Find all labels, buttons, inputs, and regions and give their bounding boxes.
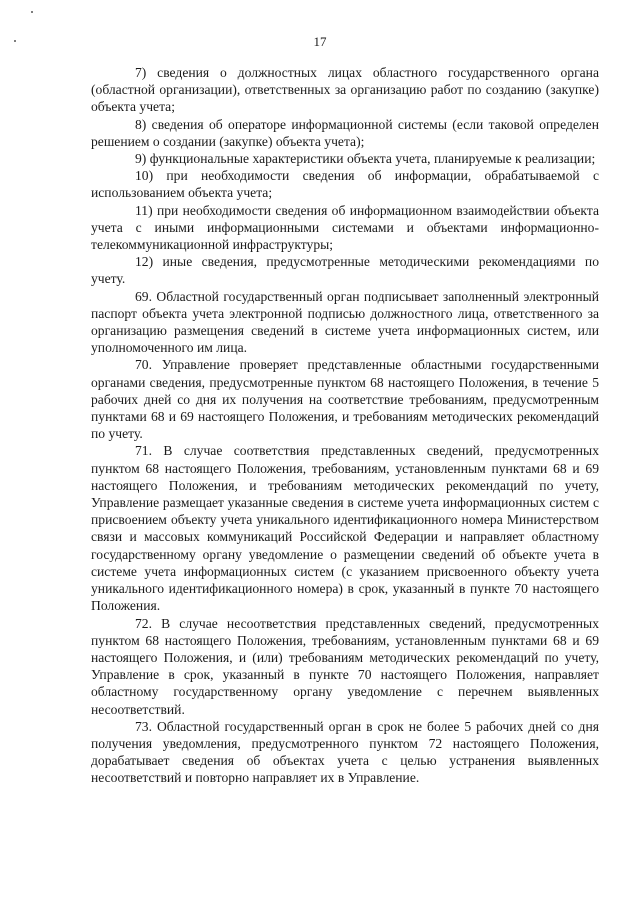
paragraph-item-7: 7) сведения о должностных лицах областного государственного органа (областной организации), ответственных за организацию работ по созданию (закупке) объекта учета; <box>91 65 599 115</box>
paragraph-72: 72. В случае несоответствия представленных сведений, предусмотренных пунктом 68 настоящего Положения, требованиям, установленным пунктами 68 и 69 настоящего Положения, и (или) требованиям методических рекомендаций по учету, Управление в срок, указанный в пункте 70 настоящего Положения, направляет областному государственному органу уведомление с перечнем выявленных несоответствий. <box>91 615 599 717</box>
paragraph-item-9: 9) функциональные характеристики объекта учета, планируемые к реализации; <box>135 151 596 167</box>
paragraph-69: 69. Областной государственный орган подписывает заполненный электронный паспорт объекта учета электронной подписью должностного лица, ответственного за организацию размещения сведений в системе учета информационных систем, или уполномоченного им лица. <box>91 288 599 356</box>
paragraph-item-10: 10) при необходимости сведения об информации, обрабатываемой с использованием объекта учета; <box>91 168 599 201</box>
paragraph-item-12: 12) иные сведения, предусмотренные методическими рекомендациями по учету. <box>91 254 599 287</box>
paragraph-71: 71. В случае соответствия представленных сведений, предусмотренных пунктом 68 настоящего Положения, требованиям, установленным пунктами 68 и 69 настоящего Положения, и требованиям методических рекомендаций по учету, Управление размещает указанные сведения в системе учета информационных систем с присвоением объекту учета уникального идентификационного номера Министерством связи и массовых коммуникаций Российской Федерации и направляет областному государственному органу уведомление о размещении сведений об объекте учета в системе учета информационных систем (с указанием присвоенного объекту учета уникального идентификационного номера) в срок, указанный в пункте 70 настоящего Положения. <box>91 443 599 614</box>
paragraph-item-11: 11) при необходимости сведения об информационном взаимодействии объекта учета с иными информационными системами и объектами информационно-телекоммуникационной инфраструктуры; <box>91 202 599 253</box>
scan-speck <box>31 11 33 13</box>
page-number: 17 <box>313 34 327 49</box>
paragraph-73: 73. Областной государственный орган в срок не более 5 рабочих дней со дня получения уведомления, предусмотренного пунктом 72 настоящего Положения, дорабатывает сведения об объектах учета с целью устранения выявленных несоответствий и повторно направляет их в Управление. <box>91 718 599 786</box>
document-body <box>91 64 599 787</box>
paragraph-70: 70. Управление проверяет представленные областными государственными органами сведения, предусмотренные пунктом 68 настоящего Положения, в течение 5 рабочих дней со дня их получения на соответствие требованиям, предусмотренным пунктами 68 и 69 настоящего Положения, и требованиям методических рекомендаций по учету. <box>91 357 599 442</box>
paragraph-item-8: 8) сведения об операторе информационной системы (если таковой определен решением о создании (закупке) объекта учета); <box>91 116 599 149</box>
